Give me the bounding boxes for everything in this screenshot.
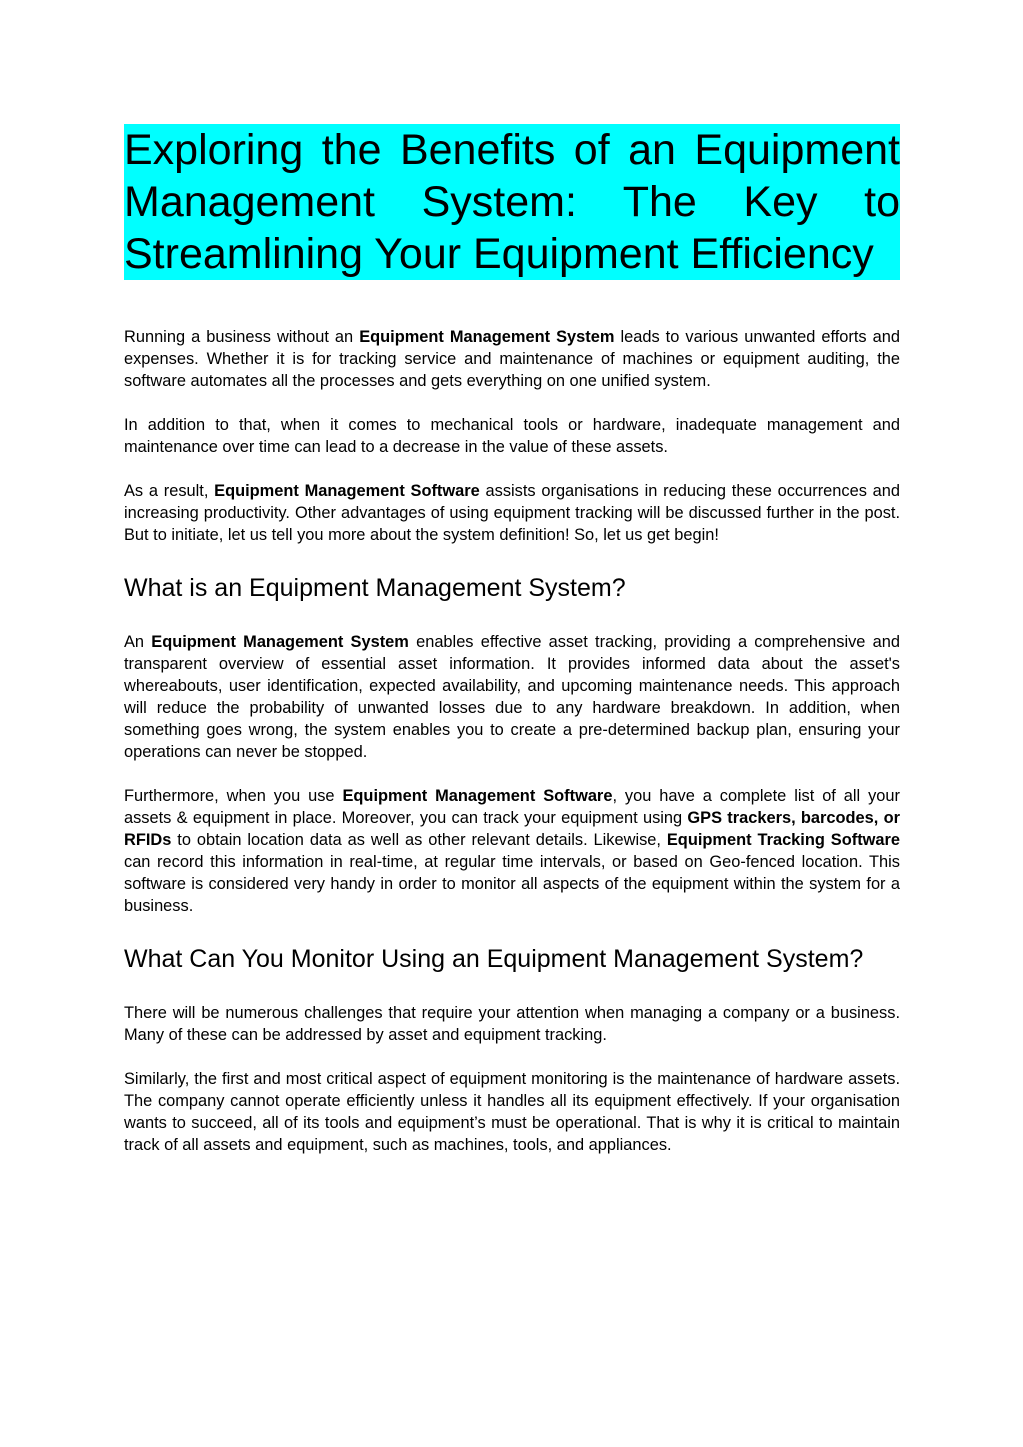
title-line-2: Management System: The Key to (124, 178, 900, 226)
s1-p2-bold-2: GPS trackers, barcodes, or RFIDs (124, 809, 900, 849)
intro-paragraph-2: In addition to that, when it comes to mechanical tools or hardware, inadequate management and maintenance over time can lead to a decrease in the value of these assets. (124, 416, 900, 456)
intro-p1-text-c: leads to various unwanted efforts and expenses. Whether it is for tracking service and maintenance of machines or equipment auditing, the software automates all the processes and gets everything on one unified system. (124, 328, 900, 390)
document-page (124, 124, 900, 1156)
section1-paragraph-1 (124, 631, 900, 763)
section2-paragraph-2: Similarly, the first and most critical aspect of equipment monitoring is the maintenance of hardware assets. The company cannot operate efficiently unless it handles all its equipment effectively. If your organisation wants to succeed, all of its tools and equipment’s must be operational. That is why it is critical to maintain track of all assets and equipment, such as machines, tools, and appliances. (124, 1070, 900, 1154)
section-heading-1: What is an Equipment Management System? (124, 574, 626, 602)
intro-p1-text-a: Running a business without an (124, 328, 360, 346)
s1-p2-text-a: Furthermore, when you use (124, 787, 343, 805)
intro-p1-bold: Equipment Management System (359, 328, 615, 346)
intro-p3-bold: Equipment Management Software (214, 482, 480, 500)
intro-paragraph-3 (124, 480, 900, 546)
document-title (124, 124, 900, 280)
section2-paragraph-1: There will be numerous challenges that require your attention when managing a company or a business. Many of these can be addressed by asset and equipment tracking. (124, 1004, 900, 1044)
s1-p1-text-c: enables effective asset tracking, providing a comprehensive and transparent overview of essential asset information. It provides informed data about the asset's whereabouts, user identification, expected availability, and upcoming maintenance needs. This approach will reduce the probability of unwanted losses due to any hardware breakdown. In addition, when something goes wrong, the system enables you to create a pre-determined backup plan, ensuring your operations can never be stopped. (124, 633, 900, 761)
s1-p2-bold-3: Equipment Tracking Software (666, 831, 901, 849)
s1-p2-text-g: can record this information in real-time, at regular time intervals, or based on Geo-fenced location. This software is considered very handy in order to monitor all aspects of the equipment within the system for a business. (124, 853, 900, 915)
s1-p1-text-a: An (124, 633, 152, 651)
intro-p3-text-c: assists organisations in reducing these occurrences and increasing productivity. Other advantages of using equipment tracking will be discussed further in the post. But to initiate, let us tell you more about the system definition! So, let us get begin! (124, 482, 900, 544)
title-line-1: Exploring the Benefits of an Equipment (124, 126, 900, 174)
intro-paragraph-1 (124, 326, 900, 392)
s1-p2-text-e: to obtain location data as well as other relevant details. Likewise, (171, 831, 667, 849)
intro-p3-text-a: As a result, (124, 482, 215, 500)
section1-paragraph-2 (124, 785, 900, 917)
s1-p1-bold: Equipment Management System (151, 633, 409, 651)
section-heading-2: What Can You Monitor Using an Equipment Management System? (124, 945, 864, 973)
s1-p2-bold-1: Equipment Management Software (342, 787, 613, 805)
s1-p2-text-c: , you have a complete list of all your assets & equipment in place. Moreover, you can track your equipment using (124, 787, 900, 827)
title-line-3: Streamlining Your Equipment Efficiency (124, 228, 900, 280)
